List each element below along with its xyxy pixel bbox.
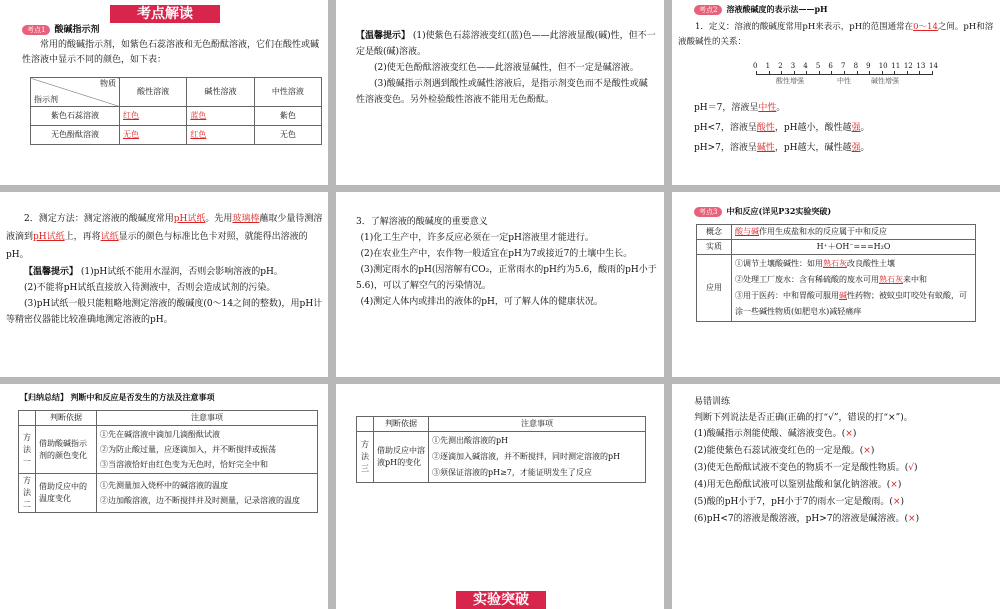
scale-tick <box>781 71 782 75</box>
scale-tick-label: 0 <box>753 62 758 70</box>
scale-tick <box>919 71 920 75</box>
topic-heading: 考点1 酸碱指示剂 <box>22 22 99 35</box>
ph-base: pH>7，溶液呈碱性，pH越大，碱性越强。 <box>694 143 870 153</box>
list-item: (2)能使紫色石蕊试液变红色的一定是酸。(×) <box>694 446 875 456</box>
slide-next-right <box>672 569 1000 609</box>
list-item: (5)酸的pH小于7，pH小于7的雨水一定是酸雨。(×) <box>694 497 904 507</box>
neutralization-table: 概念 酸与碱作用生成盐和水的反应属于中和反应 实质 H⁺＋OH⁻===H₂O 应用 ①调节土壤酸碱性：如用熟石灰改良酸性土壤 ②处理工厂废水：含有稀硫酸的废水可用熟石灰来中和 ③用于医药：中和胃酸可服用碱性药物；被蚊虫叮咬处有蚁酸，可涂一些碱性物质(如肥皂水)减轻痛痒 <box>696 224 976 322</box>
scale-tick-label: 2 <box>778 62 783 70</box>
tip-1: (1)pH试纸不能用水湿润，否则会影响溶液的pH。 <box>80 267 283 277</box>
scale-tick <box>819 71 820 75</box>
slide-next-left <box>0 569 328 609</box>
tip-3: (3)酸碱指示剂遇到酸性或碱性溶液后，是指示剂变色而不是酸性或碱性溶液变色。另外检验酸性溶液不能用无色酚酞。 <box>356 79 648 105</box>
indicator-table: 物质 指示剂 酸性溶液 碱性溶液 中性溶液 紫色石蕊溶液 红色 蓝色 紫色 无色酚酞溶液 无色 红色 无色 <box>30 77 322 145</box>
significance-4: (4)测定人体内或排出的液体的pH，可了解人体的健康状况。 <box>360 297 603 307</box>
exercise-intro: 判断下列说法是否正确(正确的打“√”，错误的打“×”)。 <box>694 413 913 423</box>
topic-heading: 考点3 中和反应(详见P32实验突破) <box>694 206 831 217</box>
exercise-title: 易错训练 <box>694 397 731 407</box>
ph-acid: pH<7，溶液呈酸性，pH越小，酸性越强。 <box>694 123 870 133</box>
scale-tick <box>756 71 757 75</box>
scale-tick-label: 13 <box>916 62 926 70</box>
method-text: 2．测定方法：测定溶液的酸碱度常用pH试纸。先用玻璃棒蘸取少量待测溶液滴到pH试纸上，再将试纸显示的颜色与标准比色卡对照，就能得出溶液的pH。 <box>6 214 323 260</box>
tip-3: (3)pH试纸一般只能粗略地测定溶液的酸碱度(0～14之间的整数)，用pH计等精密仪器能比较准确地测定溶液的pH。 <box>6 299 323 325</box>
tip-title: 【温馨提示】 <box>356 31 411 41</box>
scale-tick <box>894 71 895 75</box>
ph-definition: 1．定义：溶液的酸碱度常用pH来表示，pH的范围通常在0～14之间。pH和溶液酸碱性的关系： <box>678 22 994 47</box>
topic-tag: 考点3 <box>694 207 722 217</box>
scale-tick <box>932 71 933 75</box>
scale-tick <box>831 71 832 75</box>
summary-table: 判断依据 注意事项 方法一 借助酸碱指示剂的颜色变化 ①先在碱溶液中滴加几滴酚酞试液 ②为防止酸过量，应逐滴加入，并不断搅拌或振荡 ③当溶液恰好由红色变为无色时，恰好完全中和 方法二 借助反应中的温度变化 ①先测量加入烧杯中的碱溶液的温度 ②边加酸溶液，边不断搅拌并及时测量，记录溶液的温度 <box>18 410 318 513</box>
scale-tick-label: 4 <box>803 62 808 70</box>
topic-heading: 考点2 溶液酸碱度的表示法——pH <box>694 4 828 15</box>
table-row: 紫色石蕊溶液 红色 蓝色 紫色 <box>31 107 322 126</box>
scale-tick-label: 3 <box>790 62 796 70</box>
list-item: (4)用无色酚酞试液可以鉴别盐酸和氯化钠溶液。(×) <box>694 480 902 490</box>
scale-tick-label: 12 <box>903 62 913 70</box>
scale-tick-label: 10 <box>878 62 888 70</box>
scale-tick <box>869 71 870 75</box>
slide-ph-method <box>0 192 328 377</box>
scale-tick-label: 1 <box>765 62 771 70</box>
scale-tick-label: 6 <box>828 62 833 70</box>
slide-significance <box>336 192 664 377</box>
table-row: 无色酚酞溶液 无色 红色 无色 <box>31 126 322 145</box>
scale-tick-label: 9 <box>866 62 871 70</box>
tip-1: (1)使紫色石蕊溶液变红(蓝)色——此溶液显酸(碱)性，但不一定是酸(碱)溶液。 <box>356 31 656 57</box>
slide-ph <box>672 0 1000 185</box>
scale-tick-label: 5 <box>815 62 821 70</box>
slide-exercises <box>672 384 1000 569</box>
slide-method3 <box>336 384 664 569</box>
slide-neutralization <box>672 192 1000 377</box>
slide-indicators <box>0 0 328 185</box>
scale-tick <box>844 71 845 75</box>
significance-2: (2)在农业生产中，农作物一般适宜在pH为7或接近7的土壤中生长。 <box>360 249 633 259</box>
scale-tick-label: 11 <box>891 62 901 70</box>
section-banner: 实验突破 <box>456 591 546 609</box>
ph-scale: 0 1 2 3 4 5 6 7 8 9 10 11 12 13 14 酸性增强 中性 碱性增强 <box>753 62 938 85</box>
significance-3: (3)测定雨水的pH(因溶解有CO₂，正常雨水的pH约为5.6，酸雨的pH小于5.6)，可以了解空气的污染情况。 <box>356 265 657 291</box>
intro-text: 常用的酸碱指示剂，如紫色石蕊溶液和无色酚酞溶液，它们在酸性或碱性溶液中显示不同的颜色，如下表： <box>22 40 320 65</box>
tip-2: (2)不能将pH试纸直接放入待测液中，否则会造成试剂的污染。 <box>24 283 276 293</box>
list-item: (6)pH<7的溶液是酸溶液，pH>7的溶液是碱溶液。(×) <box>694 514 920 524</box>
summary-heading: 【归纳总结】 判断中和反应是否发生的方法及注意事项 <box>20 392 215 402</box>
tip-2: (2)使无色酚酞溶液变红色——此溶液显碱性，但不一定是碱溶液。 <box>374 63 639 73</box>
section-banner: 考点解读 <box>110 5 220 23</box>
scale-tick <box>806 71 807 75</box>
scale-tick-label: 14 <box>929 62 938 70</box>
scale-tick <box>882 71 883 75</box>
slide-next-middle <box>336 569 664 609</box>
topic-tag: 考点2 <box>694 5 722 15</box>
ph-neutral: pH＝7，溶液呈中性。 <box>694 103 786 113</box>
section-heading: 3．了解溶液的酸碱度的重要意义 <box>356 217 488 227</box>
exercise-list <box>694 426 996 528</box>
list-item: (3)使无色酚酞试液不变色的物质不一定是酸性物质。(√) <box>694 463 918 473</box>
significance-1: (1)化工生产中，许多反应必须在一定pH溶液里才能进行。 <box>360 233 594 243</box>
scale-tick <box>794 71 795 75</box>
tip-title: 【温馨提示】 <box>24 267 79 277</box>
scale-tick <box>857 71 858 75</box>
scale-tick <box>907 71 908 75</box>
method3-table: 判断依据 注意事项 方法三 借助反应中溶液pH的变化 ①先测出酸溶液的pH ②逐滴加入碱溶液，并不断搅拌，同时测定溶液的pH ③须保证溶液的pH≥7，才能证明发生了反应 <box>356 416 646 483</box>
scale-tick-label: 7 <box>841 62 846 70</box>
topic-tag: 考点1 <box>22 25 50 35</box>
slide-summary <box>0 384 328 569</box>
scale-tick <box>769 71 770 75</box>
list-item: (1)酸碱指示剂能使酸、碱溶液变色。(×) <box>694 429 857 439</box>
slide-tips <box>336 0 664 185</box>
scale-tick-label: 8 <box>853 62 859 70</box>
